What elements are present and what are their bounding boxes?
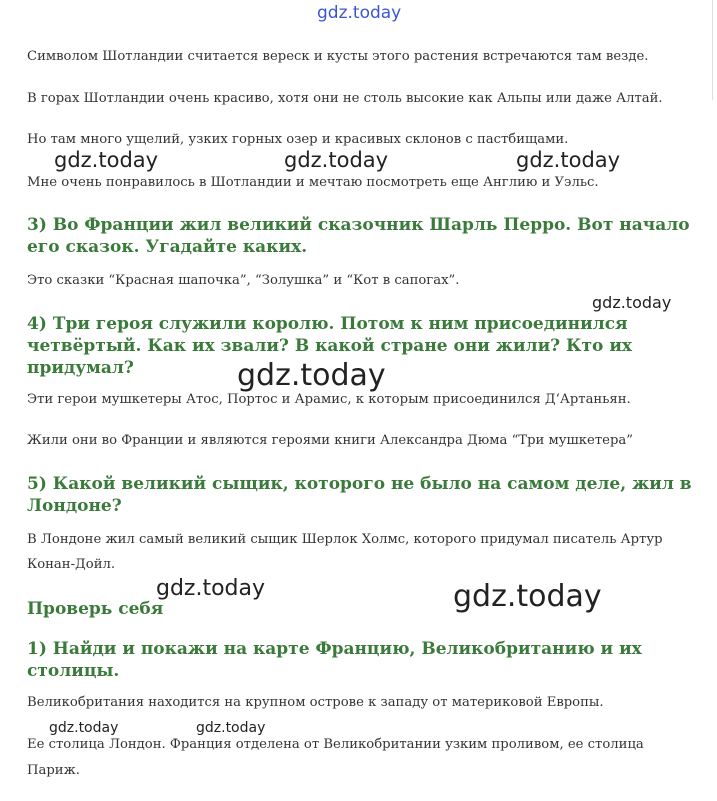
heading-question-5-line-1: 5) Какой великий сыщик, которого не было на самом деле, жил в [27,474,692,494]
heading-question-3-line-1: 3) Во Франции жил великий сказочник Шарль Перро. Вот начало [27,215,690,235]
heading-question-5-line-2: Лондоне? [27,496,122,516]
paragraph-musketeers: Эти герои мушкетеры Атос, Портос и Арамис, к которым присоединился Д‘Артаньян. [27,392,631,407]
heading-question-3 [27,214,692,258]
heading-check-question-1-line-1: 1) Найди и покажи на карте Францию, Великобританию и их [27,639,642,659]
heading-question-4-line-1: 4) Три героя служили королю. Потом к ним присоединился [27,314,628,334]
heading-question-4-line-2: четвёртый. Как их звали? В какой стране они жили? Кто их [27,336,633,356]
paragraph-sherlock-line-1: В Лондоне жил самый великий сыщик Шерлок Холмс, которого придумал писатель Артур [27,532,663,547]
page-edge-line [712,0,713,100]
paragraph-great-britain: Великобритания находится на крупном острове к западу от материковой Европы. [27,695,604,710]
watermark: gdz.today [516,148,621,172]
heading-check-question-1 [27,638,692,682]
watermark: gdz.today [284,148,389,172]
paragraph-sherlock-line-2: Конан-Дойл. [27,557,116,572]
heading-check-yourself: Проверь себя [27,599,164,619]
watermark: gdz.today [592,293,672,312]
paragraph-capitals-line-1: Ее столица Лондон. Франция отделена от Великобритании узким проливом, ее столица [27,737,644,752]
watermark-top: gdz.today [317,3,402,23]
watermark: gdz.today [237,358,386,393]
paragraph-capitals-line-2: Париж. [27,763,80,778]
paragraph-scotland-heather: Символом Шотландии считается вереск и кусты этого растения встречаются там везде. [27,49,649,64]
paragraph-scotland-wish: Мне очень понравилось в Шотландии и мечтаю посмотреть еще Англию и Уэльс. [27,175,599,190]
heading-check-question-1-line-2: столицы. [27,661,120,681]
watermark: gdz.today [54,148,159,172]
heading-question-3-line-2: его сказок. Угадайте каких. [27,237,308,257]
paragraph-musketeers-book: Жили они во Франции и являются героями книги Александра Дюма “Три мушкетера” [27,433,633,448]
watermark: gdz.today [156,576,266,601]
heading-question-4-line-3: придумал? [27,358,134,378]
watermark: gdz.today [453,579,602,614]
heading-question-5 [27,473,692,517]
paragraph-scotland-gorges: Но там много ущелий, узких горных озер и красивых склонов с пастбищами. [27,132,569,147]
paragraph-scotland-mountains: В горах Шотландии очень красиво, хотя они не столь высокие как Альпы или даже Алтай. [27,91,663,106]
watermark: gdz.today [196,720,266,736]
paragraph-perrault-tales: Это сказки “Красная шапочка”, “Золушка” и “Кот в сапогах”. [27,273,460,288]
watermark: gdz.today [49,720,119,736]
